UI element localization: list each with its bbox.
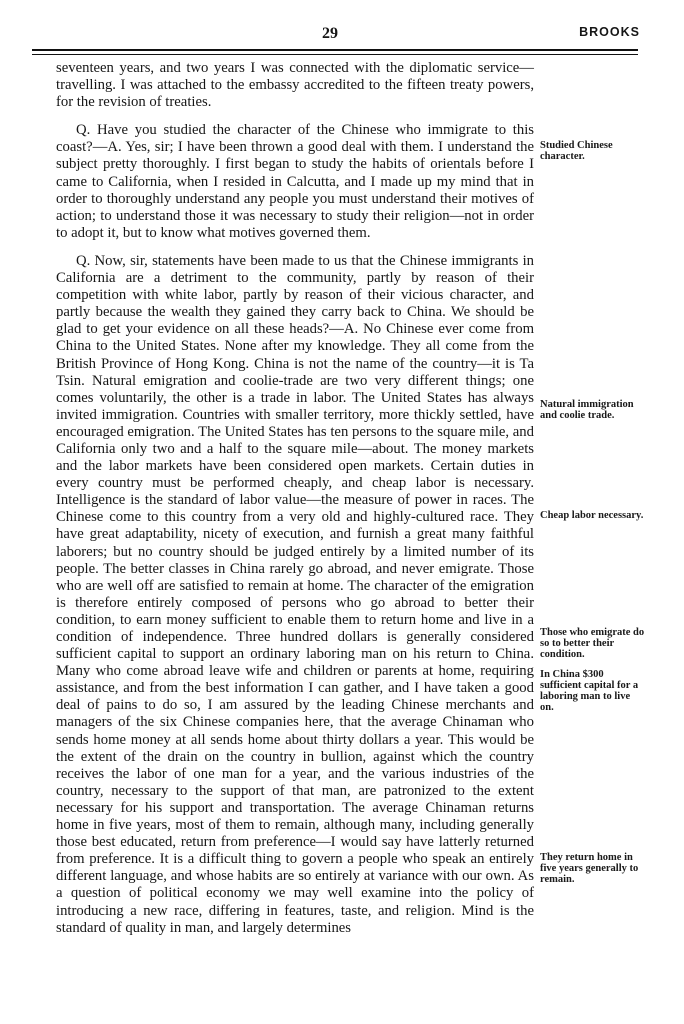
margin-note: Those who emigrate do so to better their condition.: [540, 627, 645, 660]
page-number: 29: [322, 25, 338, 42]
margin-note: They return home in five years generally to remain.: [540, 852, 639, 885]
header-rule-thick: [32, 49, 638, 51]
margin-note: In China $300 sufficient capital for a laboring man to live on.: [540, 669, 639, 713]
margin-note: Natural immigration and coolie trade.: [540, 399, 634, 421]
paragraph: seventeen years, and two years I was connected with the diplomatic service—travelling. I was attached to the embassy accredited to the fifteen treaty powers, for the revision of treaties.: [56, 60, 534, 111]
running-head: BROOKS: [579, 25, 640, 39]
paragraph: Q. Have you studied the character of the Chinese who immigrate to this coast?—A. Yes, sir; I have been thrown a good deal with them. I understand the subject pretty thoroughly. I first began to study the habits of orientals before I came to California, when I resided in Calcutta, and I made up my mind that in order to thoroughly understand any people you must understand their motives of action; to understand those it was necessary to study their religion—not in order to adopt it, but to know what motives governed them.: [56, 122, 534, 241]
margin-note: Studied Chinese character.: [540, 140, 613, 162]
header-rule-thin: [32, 54, 638, 55]
paragraph: Q. Now, sir, statements have been made to us that the Chinese immigrants in California are a detriment to the community, partly by reason of their competition with white labor, partly by reason of their vicious character, and partly because the wealth they gained they carry back to China. We should be glad to get your evidence on all these heads?—A. No Chinese ever come from China to the United States. None after my knowledge. They all come from the British Province of Hong Kong. China is not the name of the country—it is Ta Tsin. Natural emigration and coolie-trade are two very different things; one comes voluntarily, the other is a trade in labor. The United States has always invited immigration. Countries with smaller territory, more thickly settled, have encouraged emigration. The United States has ten persons to the square mile, and California only two and a half to the square mile—about. The money markets and the labor markets have been considered open markets. Certain duties in every country must be performed cheaply, and cheap labor is necessary. Intelligence is the standard of labor value—the measure of power in races. The Chinese come to this country from a very old and highly-cultured race. They have great adaptability, nicety of execution, and furnish a great many faithful laborers; but no country should be judged entirely by a limited number of its people. The better classes in China rarely go abroad, and never emigrate. Those who are well off are satisfied to remain at home. The character of the emigration is therefore entirely composed of persons who go abroad to better their condition, to earn money sufficient to enable them to return home and live in a condition of independence. Three hundred dollars is generally considered sufficient capital to support an ordinary laboring man on his return to China. Many who come abroad leave wife and children or parents at home, requiring assistance, and from the best information I can gather, and I have taken a good deal of pains to do so, I am assured by the leading Chinese merchants and managers of the six Chinese companies here, that the average Chinaman who sends home money at all sends home about thirty dollars a year. This would be the extent of the drain on the country in bullion, against which the country receives the labor of one man for a year, and the various industries of the country, necessary to the support of that man, are patronized to the extent necessary for his support and transportation. The average Chinaman returns home in five years, most of them to remain, although many, including generally those best educated, return from preference—I would say have latterly returned from preference. It is a difficult thing to govern a people who speak an entirely different language, and whose habits are so entirely at variance with our own. As a question of political economy we may well examine into the policy of introducing a new race, differing in features, taste, and religion. Mind is the standard of quality in man, and largely determines: [56, 252, 534, 936]
margin-note: Cheap labor necessary.: [540, 510, 644, 521]
body-text: [56, 60, 534, 937]
